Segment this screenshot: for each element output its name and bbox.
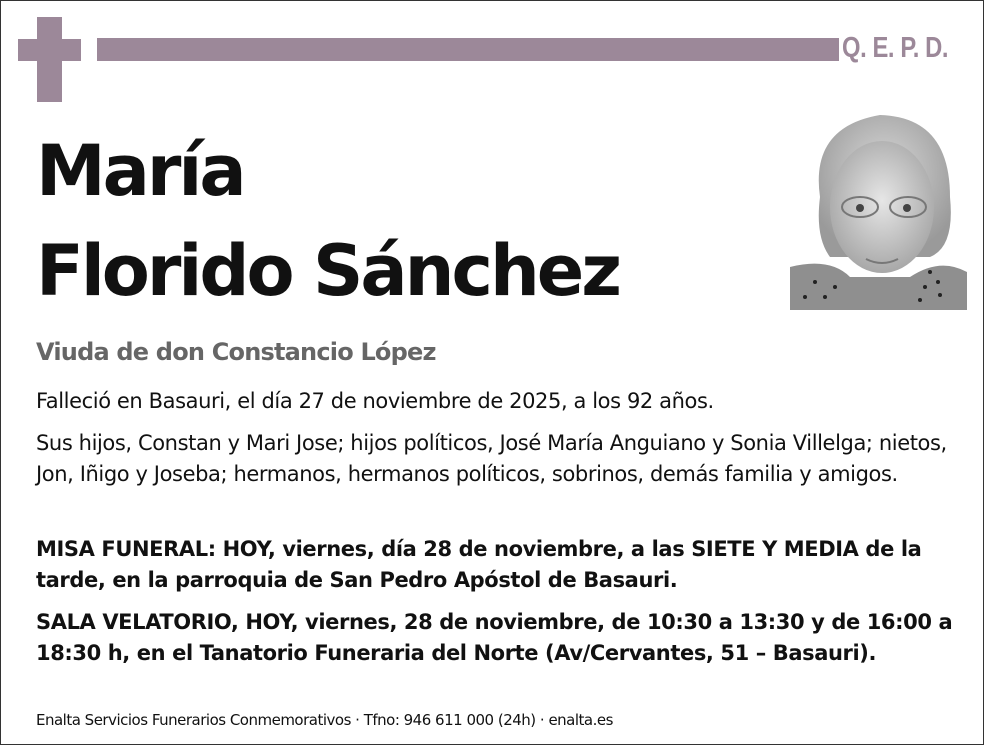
cross-icon-bar bbox=[18, 39, 81, 61]
deceased-subtitle: Viuda de don Constancio López bbox=[36, 338, 436, 366]
wake-info: SALA VELATORIO, HOY, viernes, 28 de noviembre, de 10:30 a 13:30 y de 16:00 a 18:30 h, en el Tanatorio Funeraria del Norte (Av/Cervantes, 51 – Basauri). bbox=[36, 610, 953, 665]
death-notice: Falleció en Basauri, el día 27 de noviembre de 2025, a los 92 años. bbox=[36, 389, 714, 413]
qepd-badge: Q. E. P. D. bbox=[842, 32, 949, 64]
funeral-home-footer: Enalta Servicios Funerarios Conmemorativos · Tfno: 946 611 000 (24h) · enalta.es bbox=[36, 711, 613, 729]
portrait-photo bbox=[790, 107, 967, 310]
family-list: Sus hijos, Constan y Mari Jose; hijos políticos, José María Anguiano y Sonia Villelga; nietos, Jon, Iñigo y Joseba; hermanos, hermanos políticos, sobrinos, demás familia y amigos. bbox=[36, 431, 947, 486]
header-rule bbox=[97, 38, 839, 61]
deceased-surname: Florido Sánchez bbox=[36, 230, 620, 312]
funeral-mass-info: MISA FUNERAL: HOY, viernes, día 28 de noviembre, a las SIETE Y MEDIA de la tarde, en la parroquia de San Pedro Apóstol de Basauri. bbox=[36, 537, 922, 592]
deceased-first-name: María bbox=[36, 130, 244, 212]
